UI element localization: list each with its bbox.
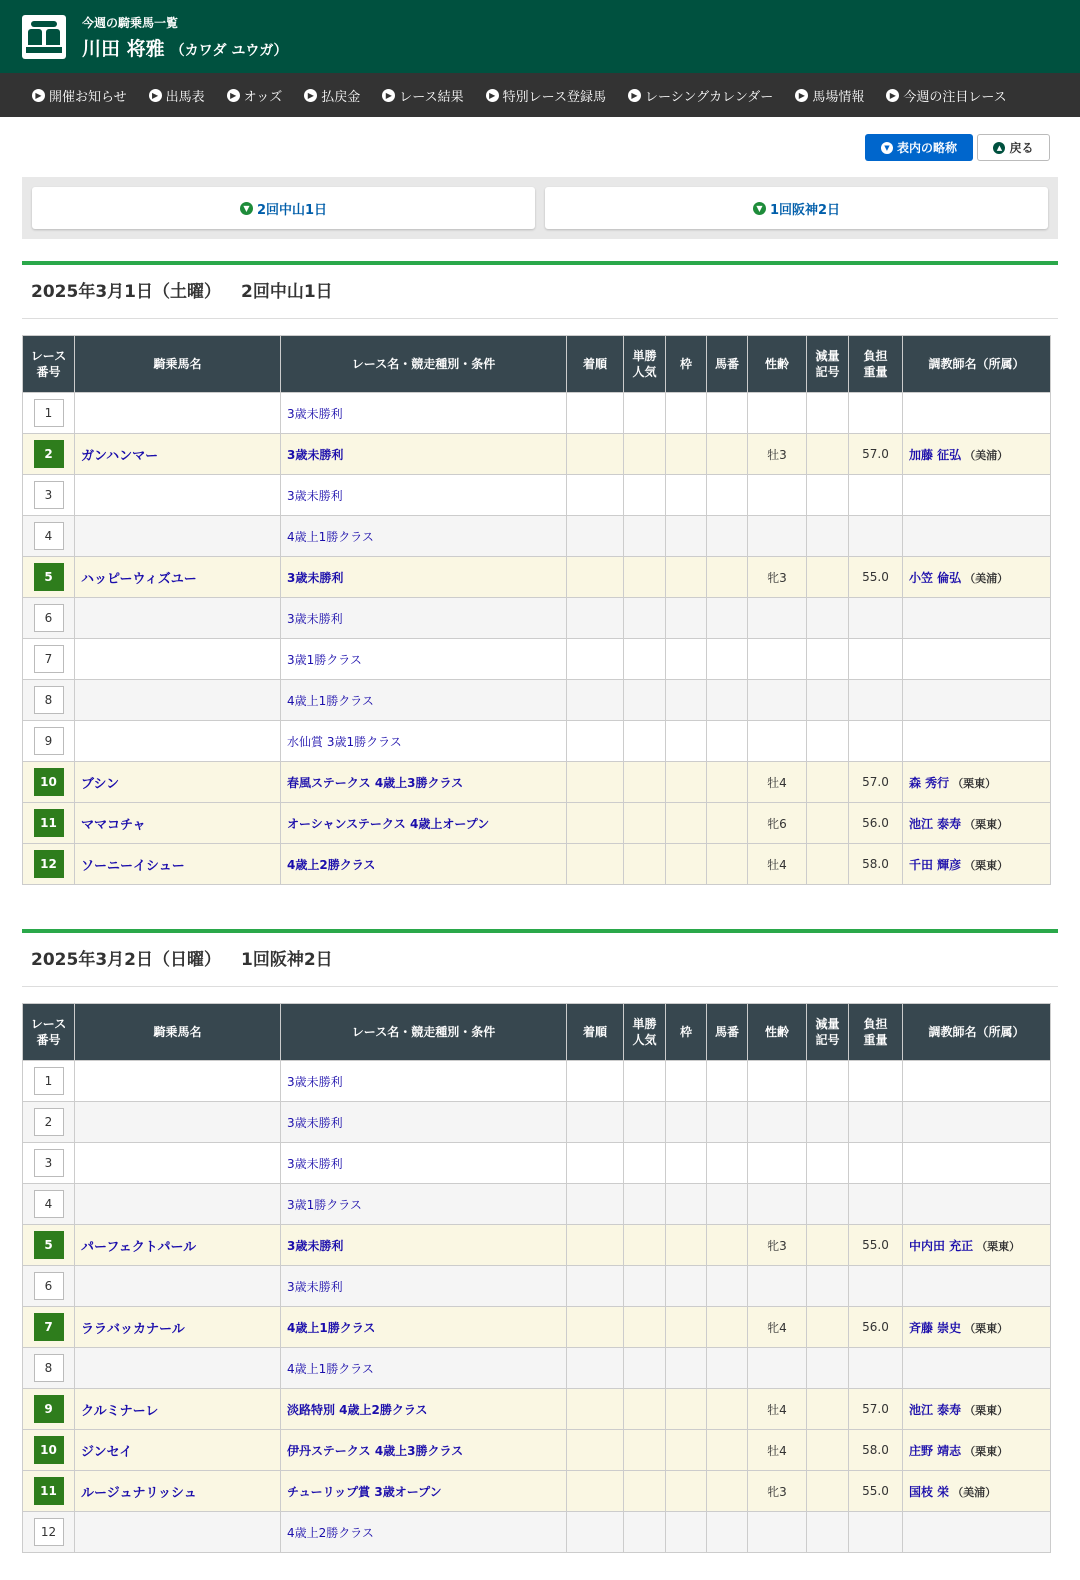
- table-row: [23, 393, 1051, 434]
- trainer-affiliation: （栗東）: [964, 1321, 1009, 1335]
- chevron-right-icon: ▶: [149, 89, 162, 102]
- horse-link[interactable]: ジンセイ: [81, 1444, 133, 1460]
- sex-age: [748, 1102, 807, 1143]
- sex-age: 牝6: [748, 803, 807, 844]
- horse-link[interactable]: ハッピーウィズユー: [81, 571, 197, 587]
- race-number[interactable]: 6: [34, 604, 64, 632]
- table-row: [23, 1102, 1051, 1143]
- column-header-finish: 着順: [567, 1004, 624, 1061]
- column-header-trainer: 調教師名（所属）: [903, 336, 1051, 393]
- carried-weight: [849, 393, 903, 434]
- sex-age: 牝3: [748, 1471, 807, 1512]
- trainer-link[interactable]: 千田 輝彦: [909, 857, 962, 872]
- column-header-frame: 枠: [666, 336, 707, 393]
- race-number[interactable]: 7: [34, 1313, 64, 1341]
- race-number[interactable]: 1: [34, 399, 64, 427]
- carried-weight: [849, 1184, 903, 1225]
- carried-weight: [849, 1143, 903, 1184]
- sex-age: 牡4: [748, 844, 807, 885]
- trainer-affiliation: （栗東）: [964, 1444, 1009, 1458]
- section-title: 2025年3月2日（日曜） 1回阪神2日: [22, 933, 1058, 987]
- carried-weight: 58.0: [849, 844, 903, 885]
- sex-age: [748, 680, 807, 721]
- carried-weight: [849, 1266, 903, 1307]
- carried-weight: [849, 1061, 903, 1102]
- race-number[interactable]: 6: [34, 1272, 64, 1300]
- table-row: [23, 762, 1051, 803]
- carried-weight: 55.0: [849, 1225, 903, 1266]
- horse-link[interactable]: ブシン: [81, 776, 120, 792]
- jump-link-hanshin[interactable]: ▼ 1回阪神2日: [545, 187, 1048, 229]
- race-link[interactable]: 4歳上1勝クラス: [287, 693, 374, 708]
- carried-weight: [849, 721, 903, 762]
- carried-weight: [849, 1348, 903, 1389]
- table-row: [23, 1389, 1051, 1430]
- race-link[interactable]: 3歳未勝利: [287, 447, 344, 462]
- trainer-link[interactable]: 池江 泰寿: [909, 816, 962, 831]
- trainer-link[interactable]: 小笠 倫弘: [909, 570, 962, 585]
- sex-age: [748, 721, 807, 762]
- column-header-weight: 負担 重量: [849, 336, 903, 393]
- column-header-finish: 着順: [567, 336, 624, 393]
- nav-item-label: オッズ: [243, 89, 283, 105]
- race-number[interactable]: 5: [34, 563, 64, 591]
- race-link[interactable]: 3歳未勝利: [287, 1279, 343, 1294]
- race-number[interactable]: 12: [34, 1518, 64, 1546]
- trainer-link[interactable]: 中内田 充正: [909, 1238, 974, 1253]
- race-link[interactable]: 春風ステークス 4歳上3勝クラス: [287, 775, 464, 790]
- abbreviation-button[interactable]: ▼ 表内の略称: [865, 134, 973, 161]
- rides-table: [22, 1003, 1051, 1553]
- table-row: [23, 434, 1051, 475]
- nav-item[interactable]: [227, 86, 283, 105]
- nav-item[interactable]: [886, 86, 1006, 105]
- table-row: [23, 1061, 1051, 1102]
- chevron-right-icon: ▶: [32, 89, 45, 102]
- column-header-race: レース名・競走種別・条件: [281, 1004, 567, 1061]
- race-link[interactable]: 4歳上2勝クラス: [287, 857, 376, 872]
- table-row: [23, 844, 1051, 885]
- race-number[interactable]: 11: [34, 809, 64, 837]
- sex-age: 牡4: [748, 762, 807, 803]
- race-number[interactable]: 3: [34, 1149, 64, 1177]
- section-title: 2025年3月1日（土曜） 2回中山1日: [22, 265, 1058, 319]
- jockey-kana: （カワダ ユウガ）: [170, 43, 288, 59]
- jockey-logo-icon: [22, 15, 66, 59]
- chevron-down-icon: ▼: [753, 202, 766, 215]
- page-header: [0, 0, 1080, 73]
- race-number[interactable]: 11: [34, 1477, 64, 1505]
- meeting-section: [22, 261, 1058, 885]
- sex-age: [748, 1143, 807, 1184]
- race-number[interactable]: 9: [34, 1395, 64, 1423]
- table-row: [23, 1512, 1051, 1553]
- nav-item-label: 特別レース登録馬: [502, 89, 606, 105]
- table-row: [23, 516, 1051, 557]
- chevron-down-icon: ▼: [881, 142, 893, 154]
- carried-weight: 57.0: [849, 434, 903, 475]
- horse-link[interactable]: パーフェクトパール: [81, 1239, 197, 1255]
- sex-age: 牡4: [748, 1430, 807, 1471]
- table-row: [23, 475, 1051, 516]
- column-header-race: レース名・競走種別・条件: [281, 336, 567, 393]
- race-link[interactable]: 伊丹ステークス 4歳上3勝クラス: [287, 1443, 464, 1458]
- race-link[interactable]: 3歳未勝利: [287, 1074, 343, 1089]
- sex-age: 牝3: [748, 1225, 807, 1266]
- trainer-link[interactable]: 国枝 栄: [909, 1484, 950, 1499]
- race-link[interactable]: 水仙賞 3歳1勝クラス: [287, 734, 402, 749]
- table-row: [23, 1143, 1051, 1184]
- table-row: [23, 598, 1051, 639]
- sex-age: [748, 1348, 807, 1389]
- carried-weight: 57.0: [849, 762, 903, 803]
- race-number[interactable]: 3: [34, 481, 64, 509]
- chevron-up-icon: ▲: [993, 142, 1005, 154]
- column-header-horse: 騎乗馬名: [75, 1004, 281, 1061]
- table-row: [23, 1471, 1051, 1512]
- horse-link[interactable]: クルミナーレ: [81, 1403, 159, 1419]
- page-subtitle: 今週の騎乗馬一覧: [82, 16, 179, 30]
- chevron-right-icon: ▶: [486, 89, 499, 102]
- race-link[interactable]: 3歳未勝利: [287, 488, 343, 503]
- race-link[interactable]: 3歳1勝クラス: [287, 652, 362, 667]
- column-header-num: 馬番: [707, 1004, 748, 1061]
- race-number[interactable]: 7: [34, 645, 64, 673]
- table-row: [23, 1430, 1051, 1471]
- chevron-right-icon: ▶: [382, 89, 395, 102]
- race-number[interactable]: 8: [34, 1354, 64, 1382]
- trainer-affiliation: （美浦）: [964, 571, 1009, 585]
- race-link[interactable]: 3歳1勝クラス: [287, 1197, 362, 1212]
- sex-age: [748, 516, 807, 557]
- nav-item-label: 今週の注目レース: [903, 89, 1007, 105]
- sex-age: [748, 1061, 807, 1102]
- trainer-affiliation: （美浦）: [952, 1485, 997, 1499]
- race-link[interactable]: 3歳未勝利: [287, 570, 344, 585]
- back-button[interactable]: ▲ 戻る: [977, 134, 1050, 161]
- trainer-link[interactable]: 加藤 征弘: [909, 447, 962, 462]
- race-link[interactable]: 4歳上1勝クラス: [287, 1361, 374, 1376]
- nav-item[interactable]: [32, 86, 127, 105]
- race-link[interactable]: 3歳未勝利: [287, 1238, 344, 1253]
- carried-weight: 55.0: [849, 557, 903, 598]
- race-number[interactable]: 4: [34, 1190, 64, 1218]
- race-number[interactable]: 4: [34, 522, 64, 550]
- race-link[interactable]: 淡路特別 4歳上2勝クラス: [287, 1402, 428, 1417]
- column-header-race-no: レース 番号: [23, 1004, 75, 1061]
- meeting-jump-links: [22, 177, 1058, 239]
- race-number[interactable]: 1: [34, 1067, 64, 1095]
- race-number[interactable]: 2: [34, 1108, 64, 1136]
- chevron-down-icon: ▼: [240, 202, 253, 215]
- column-header-weight-mark: 減量 記号: [807, 336, 849, 393]
- race-link[interactable]: 3歳未勝利: [287, 406, 343, 421]
- race-number[interactable]: 12: [34, 850, 64, 878]
- race-link[interactable]: 4歳上2勝クラス: [287, 1525, 374, 1540]
- carried-weight: 56.0: [849, 803, 903, 844]
- chevron-right-icon: ▶: [304, 89, 317, 102]
- table-row: [23, 557, 1051, 598]
- chevron-right-icon: ▶: [886, 89, 899, 102]
- carried-weight: 55.0: [849, 1471, 903, 1512]
- main-nav: [0, 73, 1080, 117]
- trainer-link[interactable]: 斉藤 崇史: [909, 1320, 962, 1335]
- sex-age: [748, 393, 807, 434]
- nav-item-label: 開催お知らせ: [49, 89, 127, 105]
- trainer-link[interactable]: 池江 泰寿: [909, 1402, 962, 1417]
- horse-link[interactable]: ソーニーイシュー: [81, 858, 185, 874]
- carried-weight: 57.0: [849, 1389, 903, 1430]
- nav-item[interactable]: [795, 86, 864, 105]
- sex-age: [748, 1512, 807, 1553]
- table-row: [23, 1307, 1051, 1348]
- nav-item[interactable]: [486, 86, 606, 105]
- race-number[interactable]: 10: [34, 1436, 64, 1464]
- sex-age: [748, 1266, 807, 1307]
- table-row: [23, 721, 1051, 762]
- table-row: [23, 1266, 1051, 1307]
- table-row: [23, 1348, 1051, 1389]
- column-header-pop: 単勝 人気: [624, 1004, 666, 1061]
- race-number[interactable]: 10: [34, 768, 64, 796]
- carried-weight: [849, 1102, 903, 1143]
- table-row: [23, 1184, 1051, 1225]
- carried-weight: [849, 598, 903, 639]
- sex-age: [748, 598, 807, 639]
- race-number[interactable]: 5: [34, 1231, 64, 1259]
- nav-item-label: レーシングカレンダー: [645, 89, 774, 105]
- race-link[interactable]: 3歳未勝利: [287, 1115, 343, 1130]
- carried-weight: [849, 639, 903, 680]
- sex-age: [748, 1184, 807, 1225]
- trainer-affiliation: （栗東）: [952, 776, 997, 790]
- table-row: [23, 680, 1051, 721]
- race-number[interactable]: 2: [34, 440, 64, 468]
- race-link[interactable]: 4歳上1勝クラス: [287, 1320, 376, 1335]
- trainer-affiliation: （栗東）: [964, 858, 1009, 872]
- nav-item[interactable]: [382, 86, 463, 105]
- sex-age: [748, 639, 807, 680]
- carried-weight: 58.0: [849, 1430, 903, 1471]
- chevron-right-icon: ▶: [227, 89, 240, 102]
- column-header-weight-mark: 減量 記号: [807, 1004, 849, 1061]
- race-link[interactable]: オーシャンステークス 4歳上オープン: [287, 816, 490, 831]
- trainer-affiliation: （栗東）: [964, 1403, 1009, 1417]
- trainer-affiliation: （栗東）: [976, 1239, 1021, 1253]
- column-header-weight: 負担 重量: [849, 1004, 903, 1061]
- table-row: [23, 803, 1051, 844]
- horse-link[interactable]: ママコチャ: [81, 817, 146, 833]
- nav-item[interactable]: [149, 86, 205, 105]
- column-header-frame: 枠: [666, 1004, 707, 1061]
- column-header-pop: 単勝 人気: [624, 336, 666, 393]
- jockey-name: 川田 将雅 （カワダ ユウガ）: [82, 38, 288, 60]
- carried-weight: 56.0: [849, 1307, 903, 1348]
- nav-item-label: 払戻金: [321, 89, 361, 105]
- nav-item[interactable]: [628, 86, 773, 105]
- carried-weight: [849, 680, 903, 721]
- chevron-right-icon: ▶: [795, 89, 808, 102]
- sex-age: 牡3: [748, 434, 807, 475]
- carried-weight: [849, 516, 903, 557]
- column-header-sex-age: 性齢: [748, 336, 807, 393]
- carried-weight: [849, 1512, 903, 1553]
- nav-item-label: 馬場情報: [812, 89, 865, 105]
- sex-age: 牝3: [748, 557, 807, 598]
- race-number[interactable]: 8: [34, 686, 64, 714]
- table-row: [23, 1225, 1051, 1266]
- column-header-race-no: レース 番号: [23, 336, 75, 393]
- race-link[interactable]: 3歳未勝利: [287, 1156, 343, 1171]
- race-number[interactable]: 9: [34, 727, 64, 755]
- column-header-horse: 騎乗馬名: [75, 336, 281, 393]
- trainer-link[interactable]: 庄野 靖志: [909, 1443, 962, 1458]
- race-link[interactable]: チューリップ賞 3歳オープン: [287, 1484, 442, 1499]
- horse-link[interactable]: ルージュナリッシュ: [81, 1485, 197, 1501]
- carried-weight: [849, 475, 903, 516]
- column-header-num: 馬番: [707, 336, 748, 393]
- race-link[interactable]: 4歳上1勝クラス: [287, 529, 374, 544]
- trainer-affiliation: （栗東）: [964, 817, 1009, 831]
- column-header-sex-age: 性齢: [748, 1004, 807, 1061]
- column-header-trainer: 調教師名（所属）: [903, 1004, 1051, 1061]
- nav-item-label: 出馬表: [165, 89, 205, 105]
- meeting-section: [22, 929, 1058, 1553]
- nav-item[interactable]: [304, 86, 360, 105]
- sex-age: [748, 475, 807, 516]
- sex-age: 牡4: [748, 1389, 807, 1430]
- table-row: [23, 639, 1051, 680]
- jump-link-nakayama[interactable]: ▼ 2回中山1日: [32, 187, 535, 229]
- trainer-link[interactable]: 森 秀行: [909, 775, 950, 790]
- trainer-affiliation: （美浦）: [964, 448, 1009, 462]
- chevron-right-icon: ▶: [628, 89, 641, 102]
- sex-age: 牝4: [748, 1307, 807, 1348]
- horse-link[interactable]: ララバッカナール: [81, 1321, 185, 1337]
- race-link[interactable]: 3歳未勝利: [287, 611, 343, 626]
- nav-item-label: レース結果: [399, 89, 464, 105]
- horse-link[interactable]: ガンハンマー: [81, 448, 159, 464]
- rides-table: [22, 335, 1051, 885]
